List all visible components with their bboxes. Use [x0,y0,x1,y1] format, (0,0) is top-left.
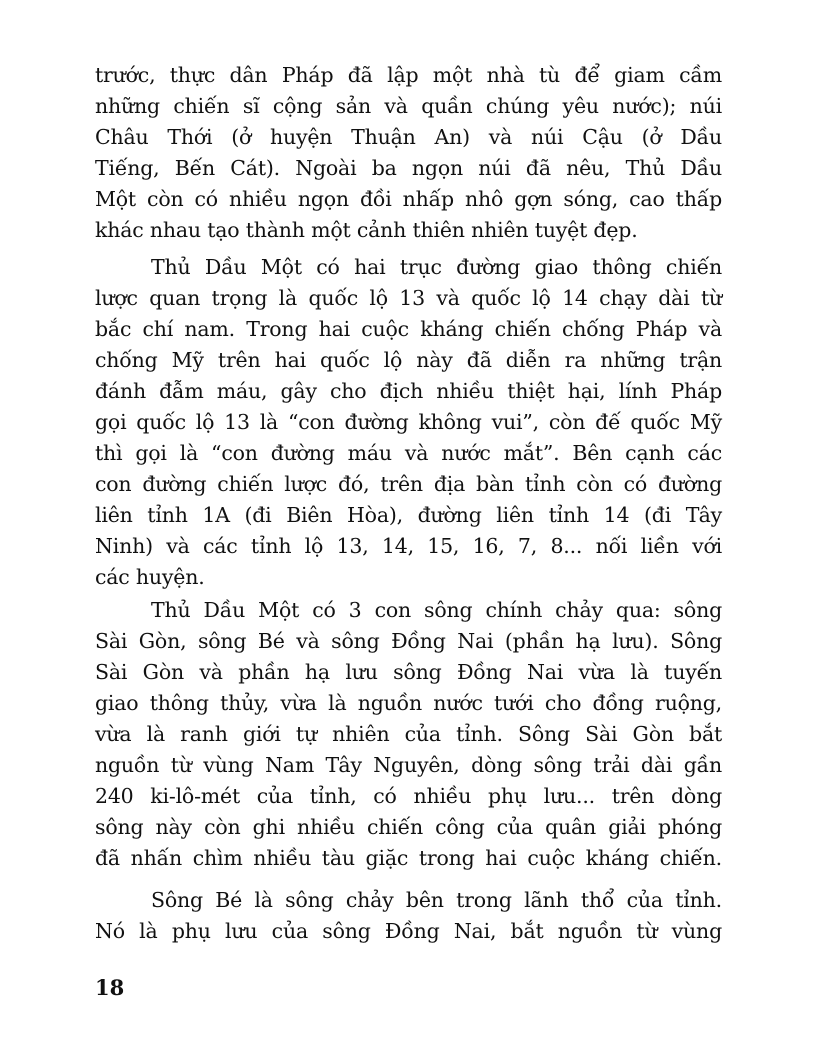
text-line: Thủ Dầu Một có 3 con sông chính chảy qua: sông [151,598,722,622]
text-line: Sài Gòn và phần hạ lưu sông Đồng Nai vừa là tuyến [95,660,722,684]
text-line: chống Mỹ trên hai quốc lộ này đã diễn ra những trận [95,348,722,372]
text-line: Châu Thới (ở huyện Thuận An) và núi Cậu (ở Dầu [95,125,722,149]
text-line: Ninh) và các tỉnh lộ 13, 14, 15, 16, 7, 8... nối liền với [95,534,722,558]
text-line: 240 ki-lô-mét của tỉnh, có nhiều phụ lưu... trên dòng [95,784,722,808]
paragraph-2 [95,252,722,593]
paragraph-3 [95,595,722,874]
text-line: trước, thực dân Pháp đã lập một nhà tù để giam cầm [95,63,722,87]
text-line: Sài Gòn, sông Bé và sông Đồng Nai (phần hạ lưu). Sông [95,629,722,653]
text-line: Thủ Dầu Một có hai trục đường giao thông chiến [151,255,722,279]
text-line: Sông Bé là sông chảy bên trong lãnh thổ của tỉnh. [151,888,722,912]
text-line: Tiếng, Bến Cát). Ngoài ba ngọn núi đã nêu, Thủ Dầu [95,156,722,180]
text-line: Nó là phụ lưu của sông Đồng Nai, bắt nguồn từ vùng [95,919,722,943]
text-line: khác nhau tạo thành một cảnh thiên nhiên tuyệt đẹp. [95,218,638,242]
text-line: những chiến sĩ cộng sản và quần chúng yêu nước); núi [95,94,722,118]
text-line: giao thông thủy, vừa là nguồn nước tưới cho đồng ruộng, [95,691,722,715]
text-line: bắc chí nam. Trong hai cuộc kháng chiến chống Pháp và [95,317,722,341]
text-line: con đường chiến lược đó, trên địa bàn tỉnh còn có đường [95,472,722,496]
text-line: Một còn có nhiều ngọn đồi nhấp nhô gợn sóng, cao thấp [95,187,722,211]
paragraph-1 [95,60,722,246]
text-line: các huyện. [95,565,205,589]
page-number: 18 [95,975,125,1000]
paragraph-4 [95,885,722,947]
text-line: vừa là ranh giới tự nhiên của tỉnh. Sông Sài Gòn bắt [95,722,722,746]
text-line: đã nhấn chìm nhiều tàu giặc trong hai cuộc kháng chiến. [95,846,722,870]
text-line: đánh đẫm máu, gây cho địch nhiều thiệt hại, lính Pháp [95,379,722,403]
text-line: thì gọi là “con đường máu và nước mắt”. Bên cạnh các [95,441,722,465]
text-line: lược quan trọng là quốc lộ 13 và quốc lộ 14 chạy dài từ [95,286,722,310]
text-line: liên tỉnh 1A (đi Biên Hòa), đường liên tỉnh 14 (đi Tây [95,503,722,527]
text-line: gọi quốc lộ 13 là “con đường không vui”, còn đế quốc Mỹ [95,410,722,434]
text-line: nguồn từ vùng Nam Tây Nguyên, dòng sông trải dài gần [95,753,722,777]
text-line: sông này còn ghi nhiều chiến công của quân giải phóng [95,815,722,839]
